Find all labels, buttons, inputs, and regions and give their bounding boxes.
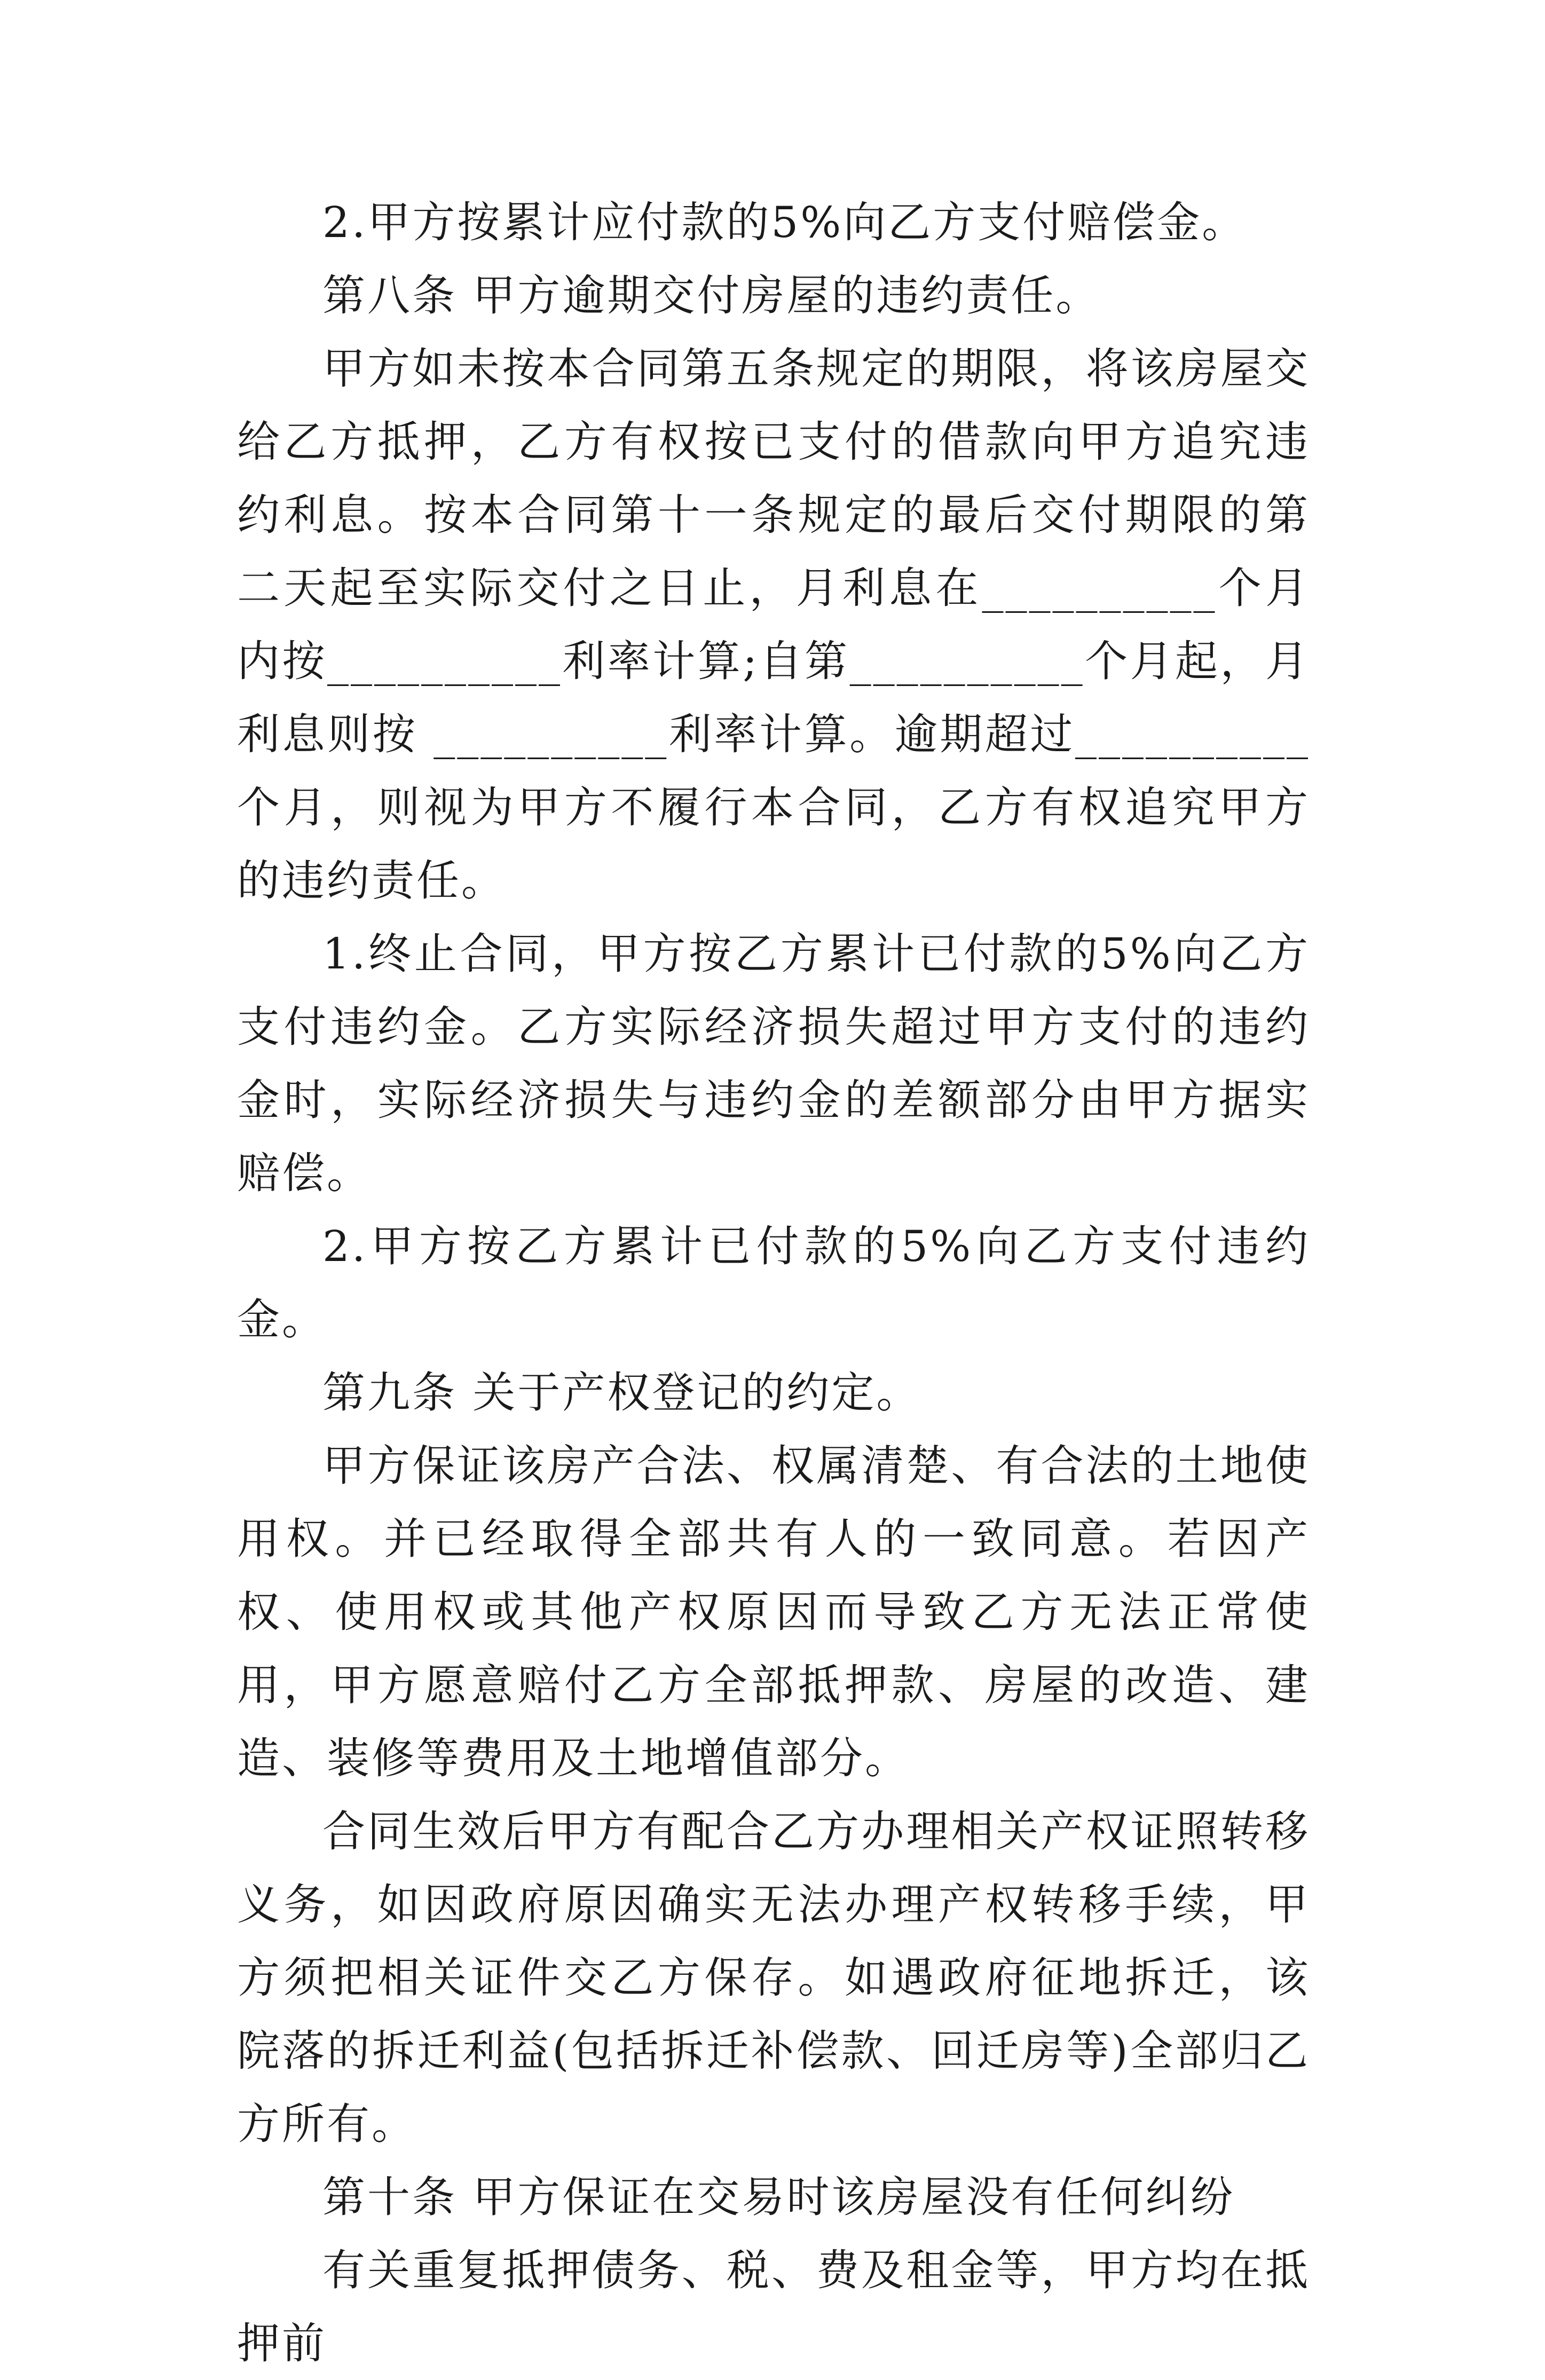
article-10-heading: 第十条 甲方保证在交易时该房屋没有任何纠纷 (322, 2172, 1235, 2222)
article-8-body: 甲方如未按本合同第五条规定的期限，将该房屋交给乙方抵押，乙方有权按已支付的借款向甲方追究违约利息。按本合同第十一条规定的最后交付期限的第二天起至实际交付之日止，月利息在__________个月内按__________利率计算;自第__________个月起，月利息则按 __________利率计算。逾期超过__________个月，则视为甲方不履行本合同，乙方有权追究甲方的违约责任。 (237, 344, 1310, 905)
article-9-heading: 第九条 关于产权登记的约定。 (322, 1368, 921, 1417)
article-9-body-1: 甲方保证该房产合法、权属清楚、有合法的土地使用权。并已经取得全部共有人的一致同意。若因产权、使用权或其他产权原因而导致乙方无法正常使用，甲方愿意赔付乙方全部抵押款、房屋的改造、建造、装修等费用及土地增值部分。 (237, 1441, 1310, 1783)
article-8-item-2: 2.甲方按乙方累计已付款的5%向乙方支付违约金。 (237, 1221, 1310, 1344)
paragraph-compensation-clause-2: 2.甲方按累计应付款的5%向乙方支付赔偿金。 (322, 198, 1247, 247)
document-body (237, 186, 1310, 2380)
article-8-heading: 第八条 甲方逾期交付房屋的违约责任。 (322, 271, 1101, 320)
article-9-body-2: 合同生效后甲方有配合乙方办理相关产权证照转移义务，如因政府原因确实无法办理产权转移手续，甲方须把相关证件交乙方保存。如遇政府征地拆迁，该院落的拆迁利益(包括拆迁补偿款、回迁房等)全部归乙方所有。 (237, 1807, 1310, 2149)
article-10-body: 有关重复抵押债务、税、费及租金等，甲方均在抵押前 (237, 2245, 1310, 2368)
article-8-item-1: 1.终止合同，甲方按乙方累计已付款的5%向乙方支付违约金。乙方实际经济损失超过甲方支付的违约金时，实际经济损失与违约金的差额部分由甲方据实赔偿。 (237, 929, 1310, 1198)
